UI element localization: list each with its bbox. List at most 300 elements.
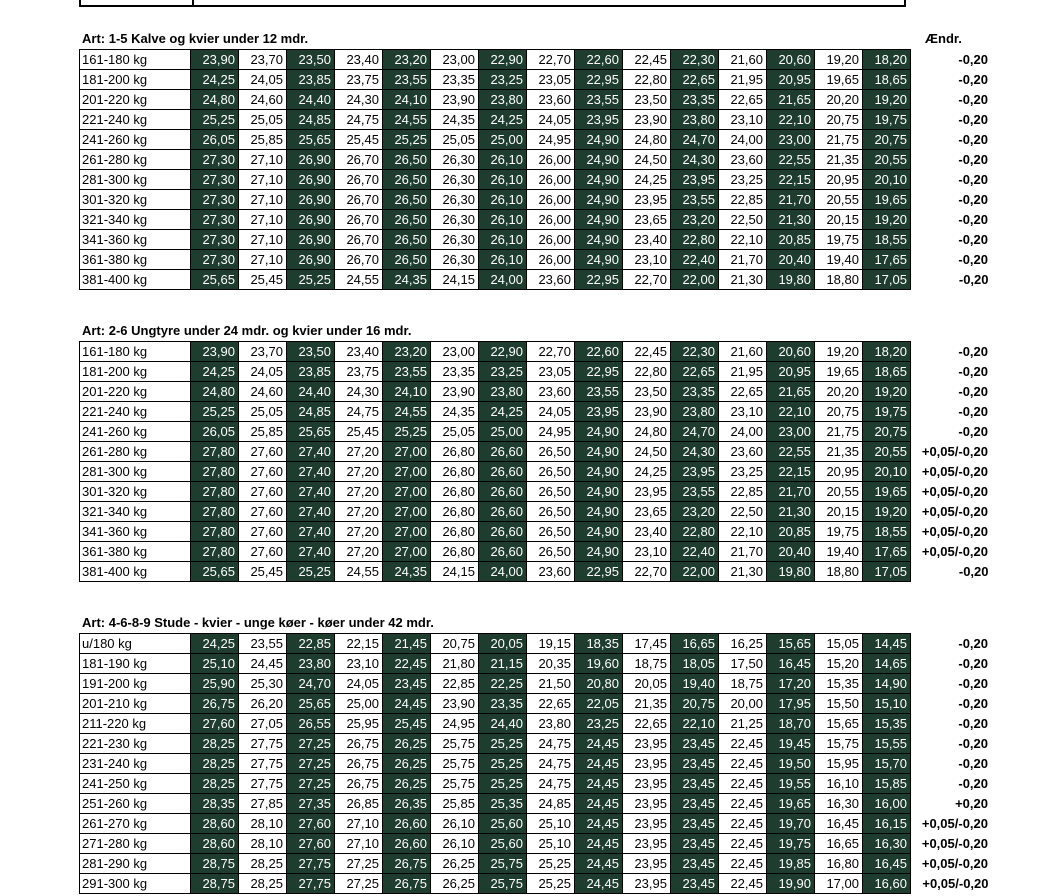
price-cell: 25,00 [335,694,383,714]
price-cell: 27,80 [191,542,239,562]
price-cell: 23,25 [719,170,767,190]
price-cell: 24,80 [191,90,239,110]
price-cell: 24,35 [383,270,431,290]
weight-class-label: 221-230 kg [80,734,191,754]
price-cell: 26,50 [383,150,431,170]
weight-class-label: 301-320 kg [80,190,191,210]
price-cell: 26,25 [383,754,431,774]
price-cell: 27,10 [239,230,287,250]
price-cell: 22,85 [719,482,767,502]
price-cell: 28,25 [191,774,239,794]
price-cell: 24,40 [287,382,335,402]
weight-class-label: 291-300 kg [80,874,191,894]
price-cell: 23,35 [431,70,479,90]
price-cell: 24,90 [575,230,623,250]
price-cell: 27,60 [239,542,287,562]
price-change: +0,05/-0,20 [921,855,988,871]
price-cell: 16,65 [815,834,863,854]
price-cell: 25,85 [239,422,287,442]
price-cell: 19,40 [815,542,863,562]
price-cell: 26,75 [335,734,383,754]
weight-class-label: 241-250 kg [80,774,191,794]
table-row [80,522,991,542]
price-cell: 23,90 [623,402,671,422]
price-cell: 22,60 [575,342,623,362]
price-cell: 26,30 [431,210,479,230]
price-cell: 23,10 [623,250,671,270]
price-cell: 22,50 [719,210,767,230]
price-cell: 22,85 [431,674,479,694]
price-cell: 25,10 [527,834,575,854]
price-cell: 27,10 [239,150,287,170]
price-cell: 22,95 [575,70,623,90]
price-cell: 26,70 [335,170,383,190]
price-cell: 20,35 [527,654,575,674]
price-change: -0,20 [958,715,988,731]
price-cell: 23,90 [431,382,479,402]
price-cell: 23,70 [239,342,287,362]
price-cell: 22,70 [527,50,575,70]
price-cell: 23,95 [671,170,719,190]
weight-class-label: 271-280 kg [80,834,191,854]
price-cell: 27,60 [287,834,335,854]
price-cell: 24,05 [527,110,575,130]
price-change: -0,20 [958,403,988,419]
price-cell: 26,80 [431,482,479,502]
table-row [80,502,991,522]
price-cell: 16,10 [815,774,863,794]
price-cell: 23,95 [623,854,671,874]
price-cell: 25,65 [287,422,335,442]
price-cell: 19,20 [815,50,863,70]
price-cell: 22,90 [479,342,527,362]
price-cell: 18,80 [815,562,863,582]
price-cell: 24,45 [575,814,623,834]
price-cell: 24,00 [479,562,527,582]
price-cell: 22,95 [575,562,623,582]
price-cell: 20,40 [767,250,815,270]
table-row [80,734,991,754]
price-cell: 17,45 [623,634,671,654]
price-cell: 25,85 [239,130,287,150]
price-cell: 25,05 [239,402,287,422]
price-cell: 20,75 [671,694,719,714]
price-cell: 27,25 [287,774,335,794]
price-cell: 23,55 [671,190,719,210]
price-cell: 26,50 [527,502,575,522]
price-cell: 24,25 [191,362,239,382]
table-row [80,694,991,714]
price-cell: 24,95 [527,422,575,442]
price-cell: 22,15 [767,170,815,190]
price-cell: 26,90 [287,150,335,170]
price-cell: 20,10 [863,462,911,482]
price-cell: 24,90 [575,502,623,522]
price-cell: 27,10 [335,834,383,854]
price-cell: 27,75 [287,854,335,874]
price-change: -0,20 [958,51,988,67]
price-cell: 22,65 [671,70,719,90]
price-change: -0,20 [958,191,988,207]
price-cell: 22,90 [479,50,527,70]
price-cell: 19,70 [767,814,815,834]
price-cell: 26,75 [335,774,383,794]
price-cell: 23,95 [623,734,671,754]
price-cell: 25,45 [239,270,287,290]
price-cell: 24,90 [575,130,623,150]
price-cell: 24,45 [239,654,287,674]
price-change: -0,20 [958,343,988,359]
price-cell: 22,40 [671,250,719,270]
price-cell: 23,95 [623,834,671,854]
weight-class-label: 341-360 kg [80,230,191,250]
price-cell: 26,30 [431,230,479,250]
price-cell: 24,95 [527,130,575,150]
price-cell: 26,90 [287,250,335,270]
price-cell: 28,10 [239,814,287,834]
price-cell: 24,05 [239,362,287,382]
table-row [80,270,991,290]
price-cell: 24,90 [575,190,623,210]
price-cell: 24,45 [575,854,623,874]
price-cell: 23,60 [527,90,575,110]
price-cell: 23,95 [623,814,671,834]
price-cell: 25,60 [479,814,527,834]
price-cell: 24,90 [575,422,623,442]
price-cell: 25,25 [527,874,575,894]
price-cell: 23,25 [479,70,527,90]
price-cell: 19,45 [767,734,815,754]
price-cell: 23,80 [287,654,335,674]
weight-class-label: 341-360 kg [80,522,191,542]
price-cell: 25,25 [479,734,527,754]
price-change: -0,20 [958,71,988,87]
price-cell: 22,80 [671,230,719,250]
price-cell: 24,55 [335,270,383,290]
price-cell: 27,60 [239,482,287,502]
price-cell: 19,60 [575,654,623,674]
price-change: -0,20 [958,655,988,671]
price-cell: 23,25 [719,462,767,482]
price-change: +0,20 [955,795,988,811]
price-cell: 24,30 [335,90,383,110]
price-cell: 23,95 [671,462,719,482]
price-cell: 24,40 [479,714,527,734]
price-cell: 26,05 [191,130,239,150]
price-cell: 18,70 [767,714,815,734]
price-cell: 23,25 [575,714,623,734]
price-cell: 24,30 [335,382,383,402]
weight-class-label: 321-340 kg [80,502,191,522]
weight-class-label: 321-340 kg [80,210,191,230]
price-cell: 16,80 [815,854,863,874]
price-cell: 19,90 [767,874,815,894]
price-cell: 25,25 [527,854,575,874]
price-cell: 16,45 [767,654,815,674]
price-cell: 26,50 [527,542,575,562]
price-cell: 20,75 [431,634,479,654]
price-cell: 23,00 [431,50,479,70]
price-cell: 26,70 [335,190,383,210]
price-cell: 18,65 [863,362,911,382]
price-cell: 21,65 [767,90,815,110]
price-cell: 26,10 [479,150,527,170]
price-cell: 24,25 [191,70,239,90]
price-cell: 27,40 [287,542,335,562]
price-cell: 23,10 [719,110,767,130]
price-cell: 23,55 [383,70,431,90]
price-cell: 22,45 [383,654,431,674]
price-cell: 23,90 [191,50,239,70]
price-cell: 26,60 [479,482,527,502]
price-change: -0,20 [958,211,988,227]
price-cell: 22,10 [671,714,719,734]
price-cell: 27,75 [239,774,287,794]
price-cell: 23,35 [431,362,479,382]
price-cell: 20,20 [815,382,863,402]
price-cell: 23,60 [719,150,767,170]
price-change: +0,05/-0,20 [921,835,988,851]
price-cell: 26,70 [335,230,383,250]
price-cell: 19,65 [767,794,815,814]
price-cell: 23,95 [623,874,671,894]
price-cell: 18,75 [719,674,767,694]
price-cell: 24,25 [191,634,239,654]
price-cell: 22,45 [719,794,767,814]
price-cell: 25,90 [191,674,239,694]
price-change: +0,05/-0,20 [921,503,988,519]
price-cell: 19,20 [815,342,863,362]
price-cell: 26,00 [527,230,575,250]
table-row [80,874,991,894]
price-cell: 19,80 [767,270,815,290]
price-cell: 21,30 [719,562,767,582]
price-cell: 22,15 [335,634,383,654]
price-cell: 20,95 [767,362,815,382]
price-cell: 22,45 [719,814,767,834]
price-cell: 27,30 [191,230,239,250]
price-cell: 26,60 [479,462,527,482]
price-cell: 22,50 [719,502,767,522]
price-cell: 16,00 [863,794,911,814]
price-cell: 26,00 [527,190,575,210]
price-cell: 20,00 [719,694,767,714]
weight-class-label: 211-220 kg [80,714,191,734]
price-cell: 23,05 [527,70,575,90]
price-cell: 23,65 [623,502,671,522]
price-cell: 26,85 [335,794,383,814]
price-cell: 22,00 [671,562,719,582]
price-cell: 17,65 [863,250,911,270]
price-cell: 27,40 [287,482,335,502]
price-cell: 26,30 [431,190,479,210]
price-cell: 23,90 [623,110,671,130]
price-cell: 20,15 [815,502,863,522]
price-cell: 23,75 [335,70,383,90]
price-cell: 15,70 [863,754,911,774]
table-row [80,90,991,110]
weight-class-label: 181-200 kg [80,362,191,382]
price-cell: 19,65 [815,362,863,382]
section-title-3: Art: 4-6-8-9 Stude - kvier - unge køer - køer under 42 mdr. [82,615,434,630]
price-cell: 24,30 [671,442,719,462]
price-cell: 25,05 [239,110,287,130]
price-cell: 17,95 [767,694,815,714]
weight-class-label: 201-220 kg [80,382,191,402]
price-cell: 23,95 [575,402,623,422]
price-cell: 22,40 [671,542,719,562]
price-cell: 23,70 [239,50,287,70]
price-cell: 24,90 [575,542,623,562]
table-row [80,250,991,270]
price-cell: 28,60 [191,814,239,834]
price-cell: 17,20 [767,674,815,694]
price-cell: 23,05 [527,362,575,382]
price-cell: 22,85 [719,190,767,210]
price-cell: 19,40 [671,674,719,694]
price-cell: 26,80 [431,442,479,462]
price-cell: 23,45 [383,674,431,694]
price-cell: 23,50 [623,382,671,402]
price-cell: 24,35 [431,402,479,422]
price-cell: 23,20 [383,342,431,362]
price-cell: 28,10 [239,834,287,854]
price-cell: 19,75 [863,402,911,422]
price-cell: 24,00 [479,270,527,290]
table-row [80,674,991,694]
price-cell: 24,70 [287,674,335,694]
price-cell: 23,00 [767,130,815,150]
price-cell: 22,05 [575,694,623,714]
price-cell: 25,45 [383,714,431,734]
price-cell: 21,30 [767,502,815,522]
price-cell: 26,10 [479,230,527,250]
price-cell: 20,75 [815,110,863,130]
price-cell: 23,85 [287,362,335,382]
price-cell: 24,70 [671,130,719,150]
price-cell: 15,05 [815,634,863,654]
price-cell: 24,75 [527,754,575,774]
price-cell: 23,60 [527,270,575,290]
price-cell: 27,10 [239,210,287,230]
price-cell: 27,00 [383,502,431,522]
price-cell: 27,75 [239,734,287,754]
price-cell: 27,80 [191,522,239,542]
price-cell: 15,85 [863,774,911,794]
price-cell: 27,00 [383,482,431,502]
table-row [80,834,991,854]
weight-class-label: 241-260 kg [80,130,191,150]
price-cell: 20,60 [767,342,815,362]
price-cell: 23,80 [671,402,719,422]
price-cell: 21,75 [815,422,863,442]
price-cell: 22,95 [575,270,623,290]
price-cell: 26,90 [287,190,335,210]
price-cell: 26,30 [431,150,479,170]
price-cell: 23,75 [335,362,383,382]
price-cell: 15,75 [815,734,863,754]
price-cell: 23,60 [527,562,575,582]
price-cell: 19,80 [767,562,815,582]
price-cell: 24,45 [383,694,431,714]
price-cell: 16,60 [863,874,911,894]
price-cell: 25,95 [335,714,383,734]
price-cell: 26,05 [191,422,239,442]
price-cell: 27,60 [191,714,239,734]
price-cell: 24,90 [575,482,623,502]
price-cell: 26,00 [527,170,575,190]
weight-class-label: 161-180 kg [80,50,191,70]
price-cell: 26,00 [527,150,575,170]
price-table-kalve [79,49,991,290]
price-cell: 15,50 [815,694,863,714]
price-cell: 27,75 [287,874,335,894]
price-cell: 27,30 [191,190,239,210]
price-change: +0,05/-0,20 [921,815,988,831]
price-cell: 15,35 [863,714,911,734]
table-row [80,754,991,774]
price-change: +0,05/-0,20 [922,875,989,891]
price-cell: 17,05 [863,270,911,290]
price-cell: 23,90 [431,90,479,110]
price-cell: 27,30 [191,150,239,170]
price-change: -0,20 [958,363,988,379]
price-cell: 27,80 [191,502,239,522]
price-cell: 22,30 [671,50,719,70]
table-row [80,70,991,90]
price-table-ungtyre [79,341,991,582]
price-cell: 23,95 [623,482,671,502]
price-cell: 24,45 [575,774,623,794]
price-cell: 24,10 [383,90,431,110]
price-change: -0,20 [958,231,988,247]
price-cell: 24,90 [575,462,623,482]
price-cell: 26,50 [527,442,575,462]
section-title-2: Art: 2-6 Ungtyre under 24 mdr. og kvier under 16 mdr. [82,323,412,338]
price-cell: 25,45 [239,562,287,582]
weight-class-label: 191-200 kg [80,674,191,694]
price-cell: 22,70 [623,270,671,290]
price-cell: 19,75 [767,834,815,854]
price-cell: 20,05 [623,674,671,694]
price-change: -0,20 [958,735,988,751]
price-cell: 26,00 [527,250,575,270]
price-cell: 25,25 [479,754,527,774]
price-cell: 15,65 [815,714,863,734]
price-cell: 26,00 [527,210,575,230]
price-cell: 25,60 [479,834,527,854]
price-cell: 28,75 [191,854,239,874]
price-cell: 26,55 [287,714,335,734]
price-cell: 22,15 [767,462,815,482]
price-cell: 28,35 [191,794,239,814]
price-cell: 27,10 [239,170,287,190]
price-cell: 20,55 [815,190,863,210]
price-cell: 22,85 [287,634,335,654]
price-cell: 15,65 [767,634,815,654]
price-cell: 24,55 [383,110,431,130]
price-cell: 21,30 [767,210,815,230]
price-cell: 24,45 [575,754,623,774]
price-cell: 25,45 [335,422,383,442]
table-row [80,814,991,834]
price-cell: 18,20 [863,342,911,362]
price-cell: 25,25 [383,130,431,150]
price-cell: 17,05 [863,562,911,582]
price-cell: 27,10 [335,814,383,834]
price-cell: 15,10 [863,694,911,714]
price-cell: 22,55 [767,442,815,462]
